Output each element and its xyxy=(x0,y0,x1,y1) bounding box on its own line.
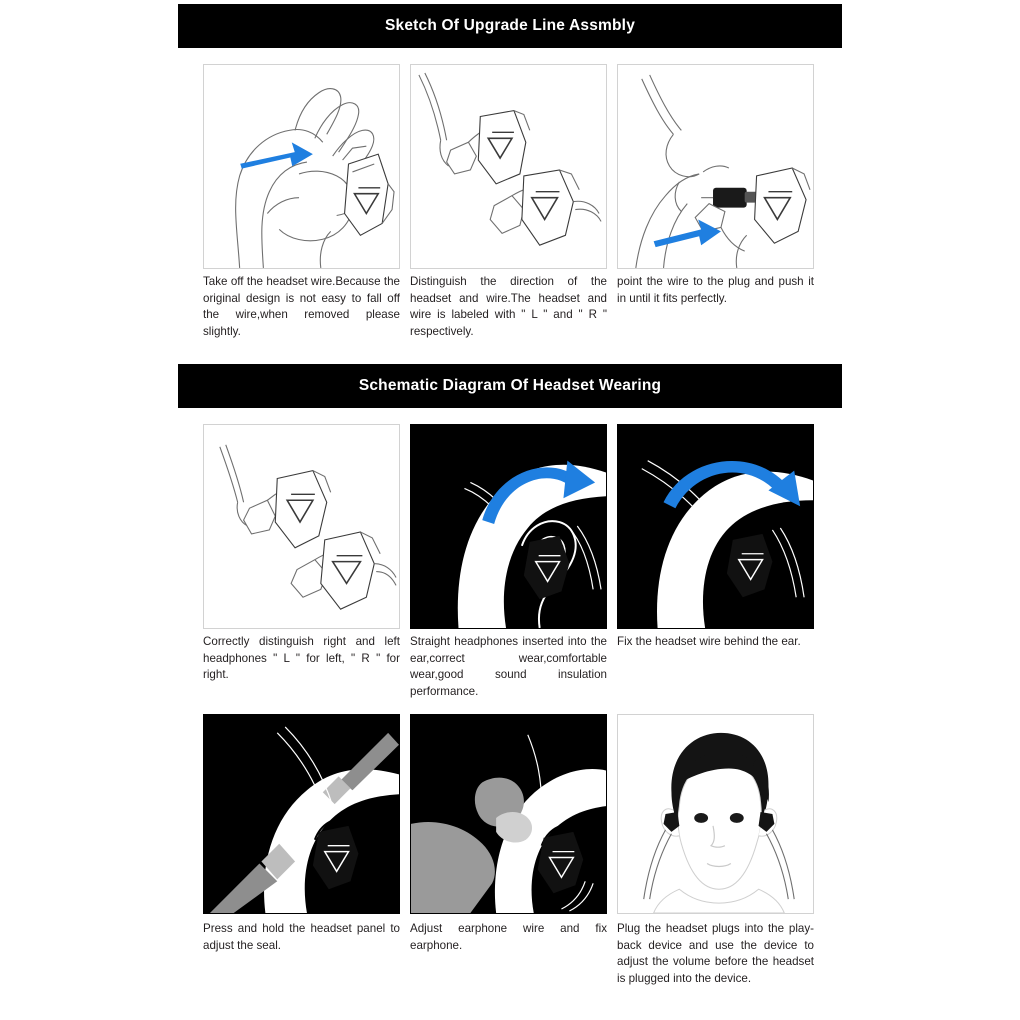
caption-step-3: point the wire to the plug and push it in until it fits perfectly. xyxy=(617,275,814,305)
person-wearing-both-earphones-front-view-icon xyxy=(618,715,813,913)
caption-step-5: Straight headphones inserted into the ear,correct wear,comfortable wear,good sound insulation performance. xyxy=(410,635,607,698)
illustration-panel-step-9 xyxy=(617,714,814,914)
illustration-panel-step-6 xyxy=(617,424,814,629)
caption-step-4: Correctly distinguish right and left headphones " L " for left, " R " for right. xyxy=(203,635,400,682)
section-header-headset-wearing: Schematic Diagram Of Headset Wearing xyxy=(178,364,842,408)
wire-routed-behind-ear-icon xyxy=(618,425,813,628)
caption-step-1: Take off the headset wire.Because the original design is not easy to fall off the wire,when removed please slightly. xyxy=(203,275,400,338)
caption-step-8: Adjust earphone wire and fix earphone. xyxy=(410,922,607,952)
hand-adjusting-earphone-wire-icon xyxy=(411,715,606,913)
illustration-panel-step-1 xyxy=(203,64,400,269)
illustration-panel-step-2 xyxy=(410,64,607,269)
ear-with-earphone-inserted-arrow-over-ear-icon xyxy=(411,425,606,628)
illustration-panel-step-8 xyxy=(410,714,607,914)
illustration-panel-step-5 xyxy=(410,424,607,629)
illustration-panel-step-7 xyxy=(203,714,400,914)
section-header-upgrade-line: Sketch Of Upgrade Line Assmbly xyxy=(178,4,842,48)
fingers-pressing-earphone-panel-icon xyxy=(204,715,399,913)
caption-step-7: Press and hold the headset panel to adjust the seal. xyxy=(203,922,400,952)
hand-detaching-wire-from-earphone-icon xyxy=(204,65,399,268)
caption-step-9: Plug the headset plugs into the play-back device and use the device to adjust the volume before the headset is plugged into the device. xyxy=(617,922,814,985)
left-and-right-earphone-identification-icon xyxy=(204,425,399,628)
illustration-panel-step-4 xyxy=(203,424,400,629)
caption-step-6: Fix the headset wire behind the ear. xyxy=(617,635,801,648)
illustration-panel-step-3 xyxy=(617,64,814,269)
pair-of-earphones-with-l-and-r-labels-icon xyxy=(411,65,606,268)
caption-step-2: Distinguish the direction of the headset and wire.The headset and wire is labeled with " L " and " R " respectively. xyxy=(410,275,607,338)
hand-inserting-wire-plug-into-earphone-icon xyxy=(618,65,813,268)
